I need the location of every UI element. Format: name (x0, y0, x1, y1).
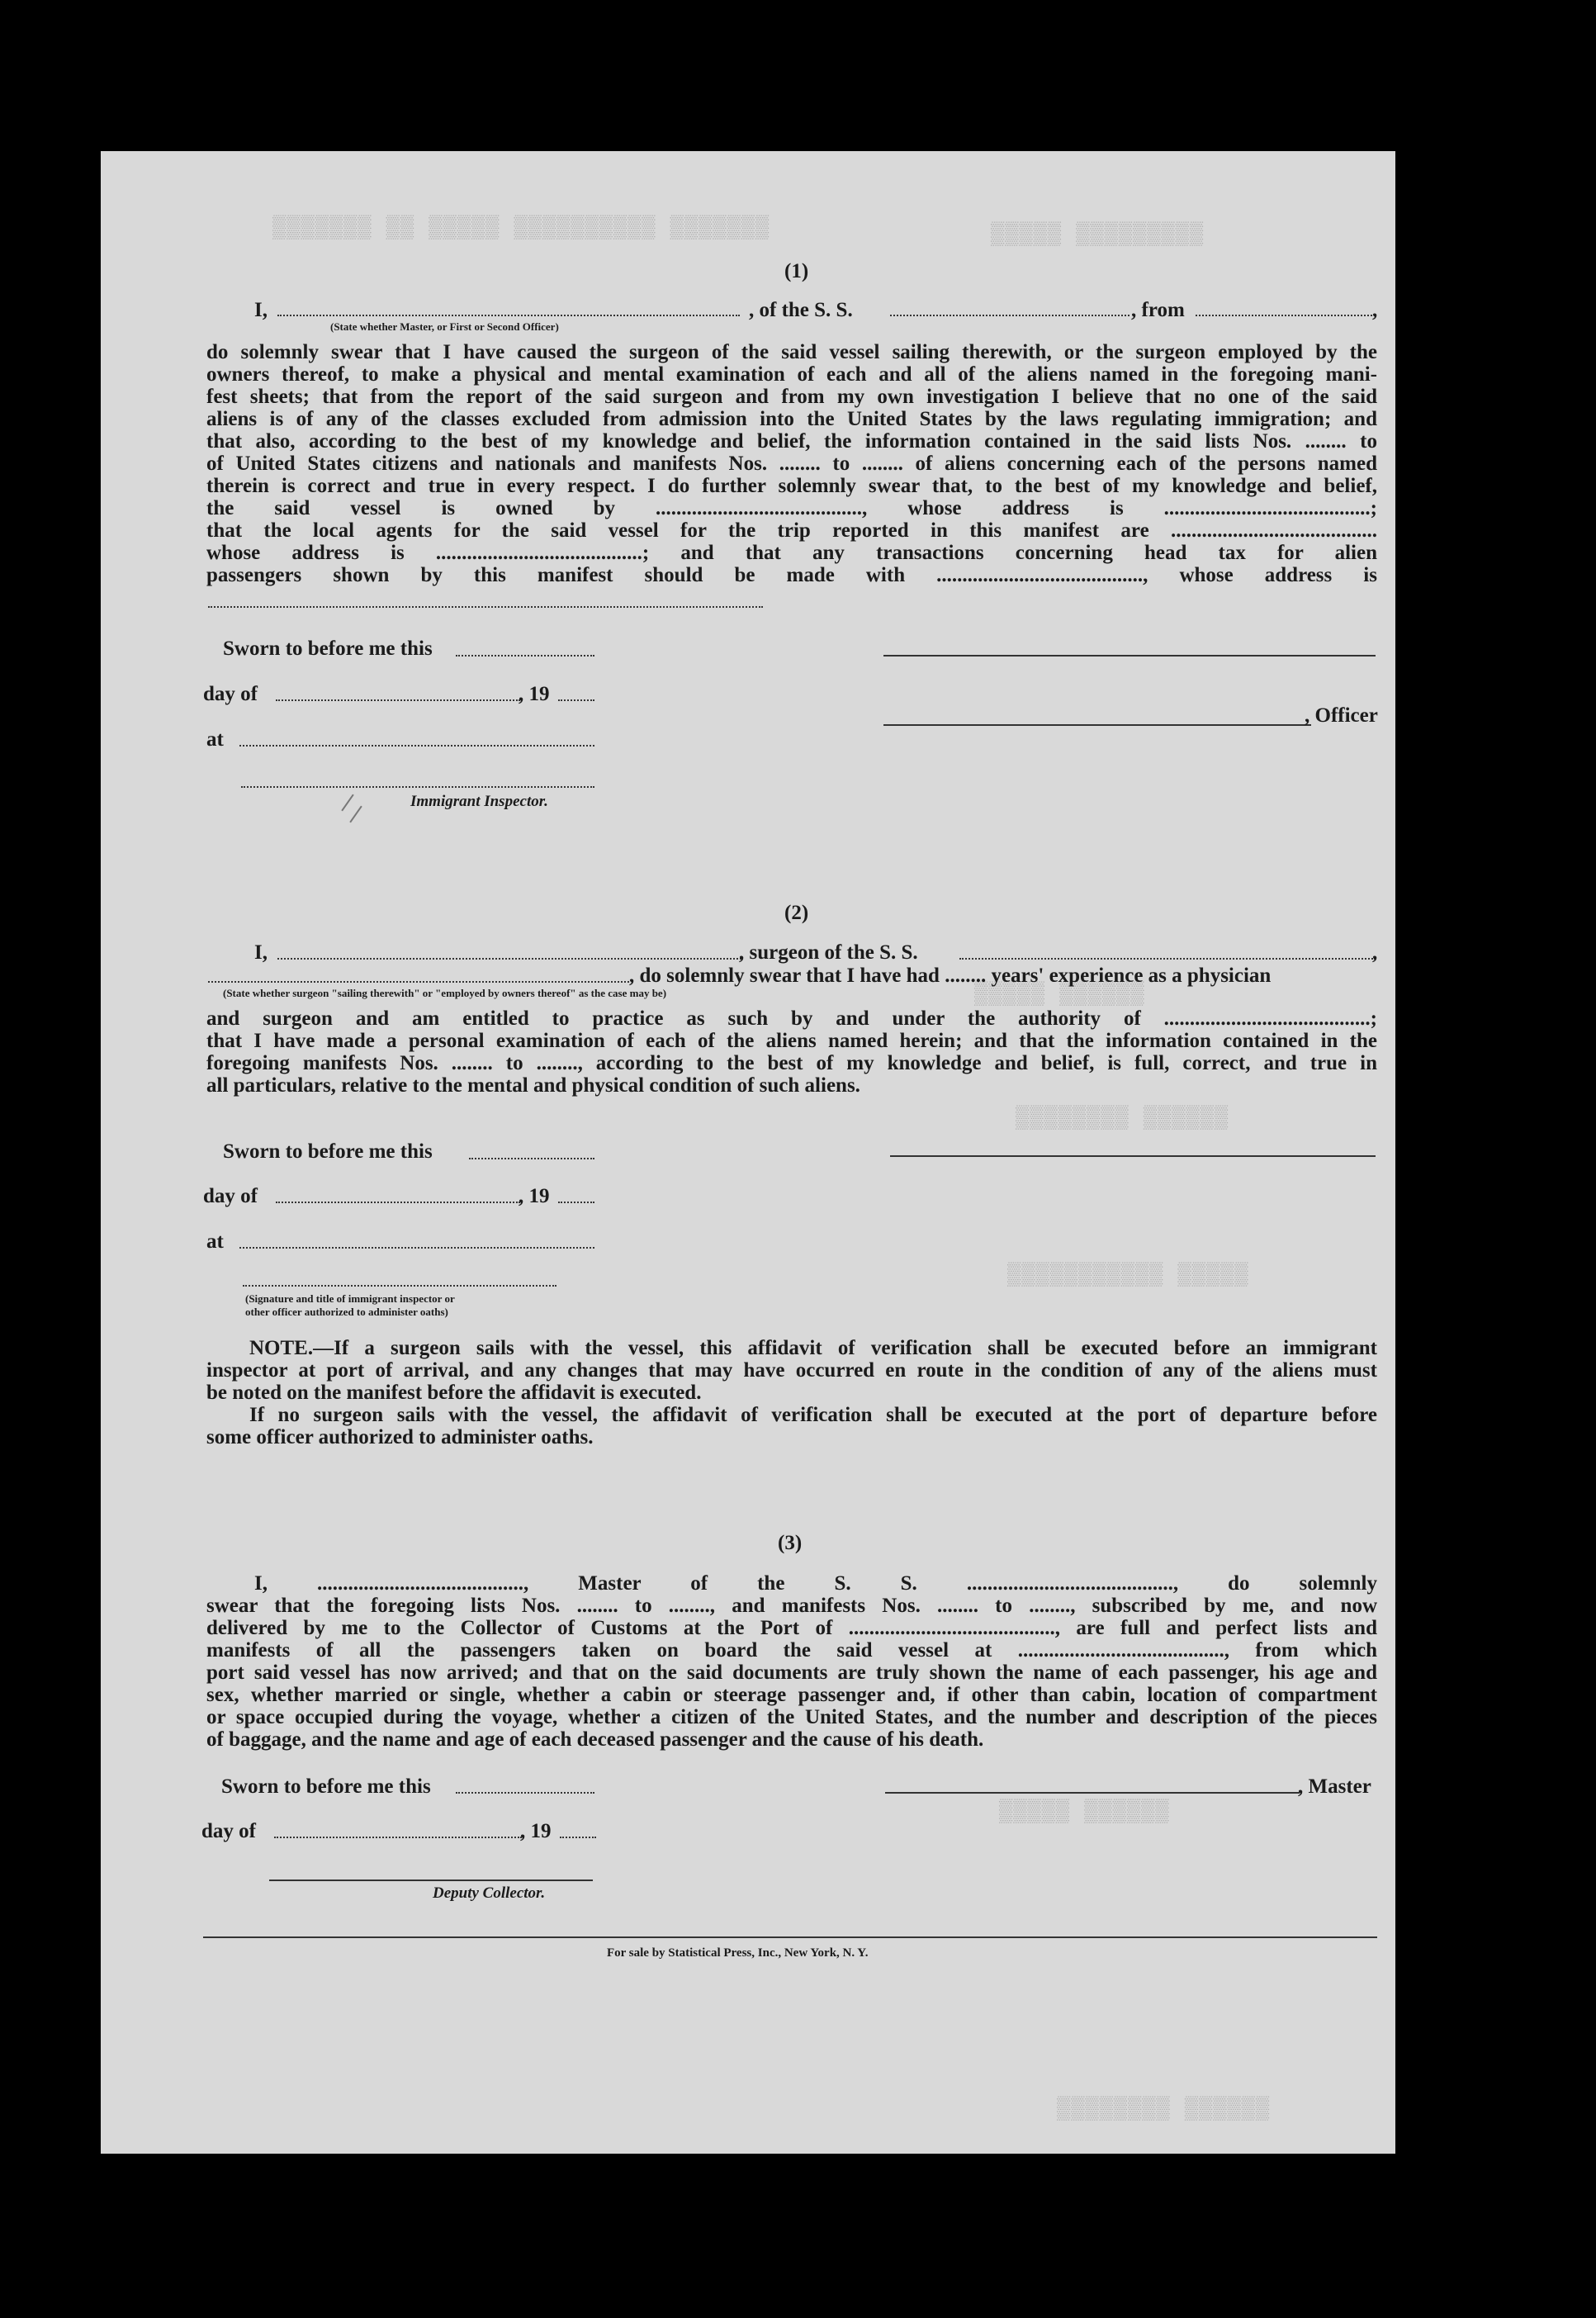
section-3-number: (3) (778, 1532, 803, 1554)
section-1-text-line: aliens is of any of the classes excluded from admission into the United States by the laws regulating immigration; and (206, 408, 1377, 430)
surgeon-status-field (208, 981, 629, 983)
bleed-through-text: ▒▒▒▒▒▒▒▒ ▒▒▒▒▒▒ (1057, 2098, 1271, 2122)
punch-hole (1407, 799, 1443, 836)
bleed-through-text: ▒▒▒▒▒ ▒▒▒▒▒▒ (974, 983, 1145, 1007)
section-2-opening-i: I, (254, 941, 268, 964)
collector-signature-line (269, 1880, 593, 1881)
surgeon-vessel-field (959, 958, 1376, 960)
section-1-text-line: passengers shown by this manifest should be made with ........................................, whose address is (206, 564, 1377, 586)
punch-hole (1407, 1471, 1443, 1507)
footer-imprint: For sale by Statistical Press, Inc., New York, N. Y. (607, 1946, 869, 1960)
section-2-text-line: and surgeon and am entitled to practice as such by and under the authority of ........................................; (206, 1007, 1377, 1030)
footer-rule (203, 1936, 1377, 1938)
sworn-label-2: Sworn to before me this (223, 1140, 433, 1163)
punch-hole (1407, 195, 1443, 231)
bleed-through-text: ▒▒▒▒▒ ▒▒▒▒▒▒▒▒▒ (991, 223, 1205, 248)
signature-caption: other officer authorized to administer oaths) (245, 1306, 448, 1318)
address-continuation-field (208, 606, 763, 608)
at-field-2 (239, 1247, 594, 1249)
officer-name-field (277, 315, 740, 316)
vessel-name-field (890, 315, 1130, 316)
day-of-label-2: day of (203, 1185, 258, 1207)
section-1-text-line: do solemnly swear that I have caused the surgeon of the said vessel sailing therewith, or the surgeon employed by the (206, 341, 1377, 363)
section-2-number: (2) (784, 902, 809, 924)
of-the-ss-label: , of the S. S. (749, 299, 853, 321)
section-1-text-line: owners thereof, to make a physical and mental examination of each and all of the aliens named in the foregoing mani- (206, 363, 1377, 386)
section-1-number: (1) (784, 260, 809, 282)
deputy-collector-label: Deputy Collector. (433, 1884, 546, 1902)
surgeon-of-label: , surgeon of the S. S. (739, 941, 918, 964)
day-of-label-3: day of (201, 1820, 256, 1842)
note-text-line: NOTE.—If a surgeon sails with the vessel, this affidavit of verification shall be executed before an immigrant (249, 1337, 1377, 1359)
note-text-line: inspector at port of arrival, and any changes that may have occurred en route in the condition of any of the aliens must (206, 1359, 1377, 1382)
punch-hole (1410, 605, 1447, 642)
year-field-2 (558, 1202, 594, 1203)
bleed-through-text: ▒▒▒▒▒▒▒▒▒▒▒ ▒▒▒▒▒ (1007, 1263, 1249, 1288)
signature-line-2 (890, 1155, 1376, 1157)
year-label-1: , 19 (519, 683, 550, 705)
section-1-text-line: fest sheets; that from the report of the said surgeon and from my own investigation I believe that no one of the said (206, 386, 1377, 408)
day-field-2 (276, 1202, 520, 1203)
bleed-through-text: ▒▒▒▒▒▒▒▒ ▒▒▒▒▒▒ (1016, 1107, 1229, 1131)
immigrant-inspector-label: Immigrant Inspector. (410, 793, 548, 810)
section-1-text-line: whose address is ........................................; and that any transactions concerning head tax for alien (206, 542, 1377, 564)
section-1-opening-i: I, (254, 299, 268, 321)
master-label: , Master (1298, 1775, 1371, 1798)
section-3-text-line: port said vessel has now arrived; and that on the said documents are truly shown the name of each passenger, his age and (206, 1661, 1377, 1684)
note-text-line: some officer authorized to administer oaths. (206, 1426, 594, 1448)
at-label-2: at (206, 1230, 224, 1253)
departure-port-field (1196, 315, 1376, 316)
section-1-text-line: of United States citizens and nationals and manifests Nos. ........ to ........ of aliens concerning each of the persons named (206, 453, 1377, 475)
officer-rank-caption: (State whether Master, or First or Second Officer) (330, 320, 559, 333)
day-field-1 (276, 699, 520, 701)
section-3-text-line: delivered by me to the Collector of Customs at the Port of ........................................, are full and perfect lists and (206, 1617, 1377, 1639)
section-3-text-line: swear that the foregoing lists Nos. ........ to ........, and manifests Nos. ........ to ........, subscribed by me, and now (206, 1595, 1377, 1617)
section-2-line-2: , do solemnly swear that I have had ........ years' experience as a physician (629, 965, 1272, 987)
section-1-text-line: that the local agents for the said vessel for the trip reported in this manifest are ........................................ (206, 519, 1377, 542)
sworn-date-field-3 (456, 1792, 594, 1794)
sworn-date-field-1 (456, 655, 594, 657)
day-of-label-1: day of (203, 683, 258, 705)
punch-hole (1409, 675, 1445, 711)
line-end-comma: , (1372, 941, 1378, 964)
officer-label: , Officer (1305, 704, 1378, 727)
section-2-text-line: that I have made a personal examination of each of the aliens named herein; and that the information contained in the (206, 1030, 1377, 1052)
surgeon-name-field (277, 958, 741, 960)
section-1-text-line: that also, according to the best of my knowledge and belief, the information contained in the said lists Nos. ........ to (206, 430, 1377, 453)
from-label: , from (1131, 299, 1185, 321)
bleed-through-text: ▒▒▒▒▒▒▒ ▒▒ ▒▒▒▒▒ ▒▒▒▒▒▒▒▒▒▒ ▒▒▒▒▒▒▒ (272, 216, 770, 241)
section-1-text-line: therein is correct and true in every respect. I do further solemnly swear that, to the best of my knowledge and belief, (206, 475, 1377, 497)
punch-hole (1407, 1957, 1443, 1993)
at-field-1 (239, 745, 594, 747)
punch-hole (1407, 308, 1443, 344)
section-3-text-line: of baggage, and the name and age of each deceased passenger and the cause of his death. (206, 1728, 984, 1751)
section-1-text-line: the said vessel is owned by ........................................, whose address is ........................................; (206, 497, 1377, 519)
line-end-comma: , (1372, 299, 1378, 321)
master-signature-line (885, 1792, 1300, 1794)
signature-caption: (Signature and title of immigrant inspector or (245, 1292, 455, 1305)
punch-hole (1407, 2081, 1443, 2117)
note-text-line: If no surgeon sails with the vessel, the affidavit of verification shall be executed at the port of departure before (249, 1404, 1377, 1426)
section-2-text-line: foregoing manifests Nos. ........ to ........, according to the best of my knowledge and belief, is full, correct, and true in (206, 1052, 1377, 1074)
signature-line-1 (883, 655, 1376, 657)
inspector-signature-line (241, 786, 594, 788)
section-3-text-line: or space occupied during the voyage, whether a citizen of the United States, and the number and description of the pieces (206, 1706, 1377, 1728)
officer-signature-line (883, 724, 1311, 726)
section-2-text-line: all particulars, relative to the mental and physical condition of such aliens. (206, 1074, 860, 1097)
year-label-2: , 19 (519, 1185, 550, 1207)
year-field-3 (560, 1837, 596, 1838)
at-label-1: at (206, 728, 224, 751)
year-field-1 (558, 699, 594, 701)
sworn-date-field-2 (469, 1158, 594, 1159)
bleed-through-text: ▒▒▒▒▒ ▒▒▒▒▒▒ (999, 1800, 1170, 1825)
inspector-signature-line-2 (243, 1285, 556, 1287)
section-3-text-line: sex, whether married or single, whether a cabin or steerage passenger and, if other than cabin, location of compartment (206, 1684, 1377, 1706)
day-field-3 (274, 1837, 522, 1838)
note-text-line: be noted on the manifest before the affidavit is executed. (206, 1382, 702, 1404)
surgeon-status-caption: (State whether surgeon "sailing therewith" or "employed by owners thereof" as the case may be) (223, 987, 667, 999)
sworn-label-1: Sworn to before me this (223, 638, 433, 660)
section-3-text-line: I, ........................................, Master of the S. S. ........................................, do solemnly (254, 1572, 1377, 1595)
sworn-label-3: Sworn to before me this (221, 1775, 431, 1798)
punch-hole (1409, 1585, 1445, 1621)
section-3-text-line: manifests of all the passengers taken on board the said vessel at ........................................, from which (206, 1639, 1377, 1661)
year-label-3: , 19 (520, 1820, 552, 1842)
